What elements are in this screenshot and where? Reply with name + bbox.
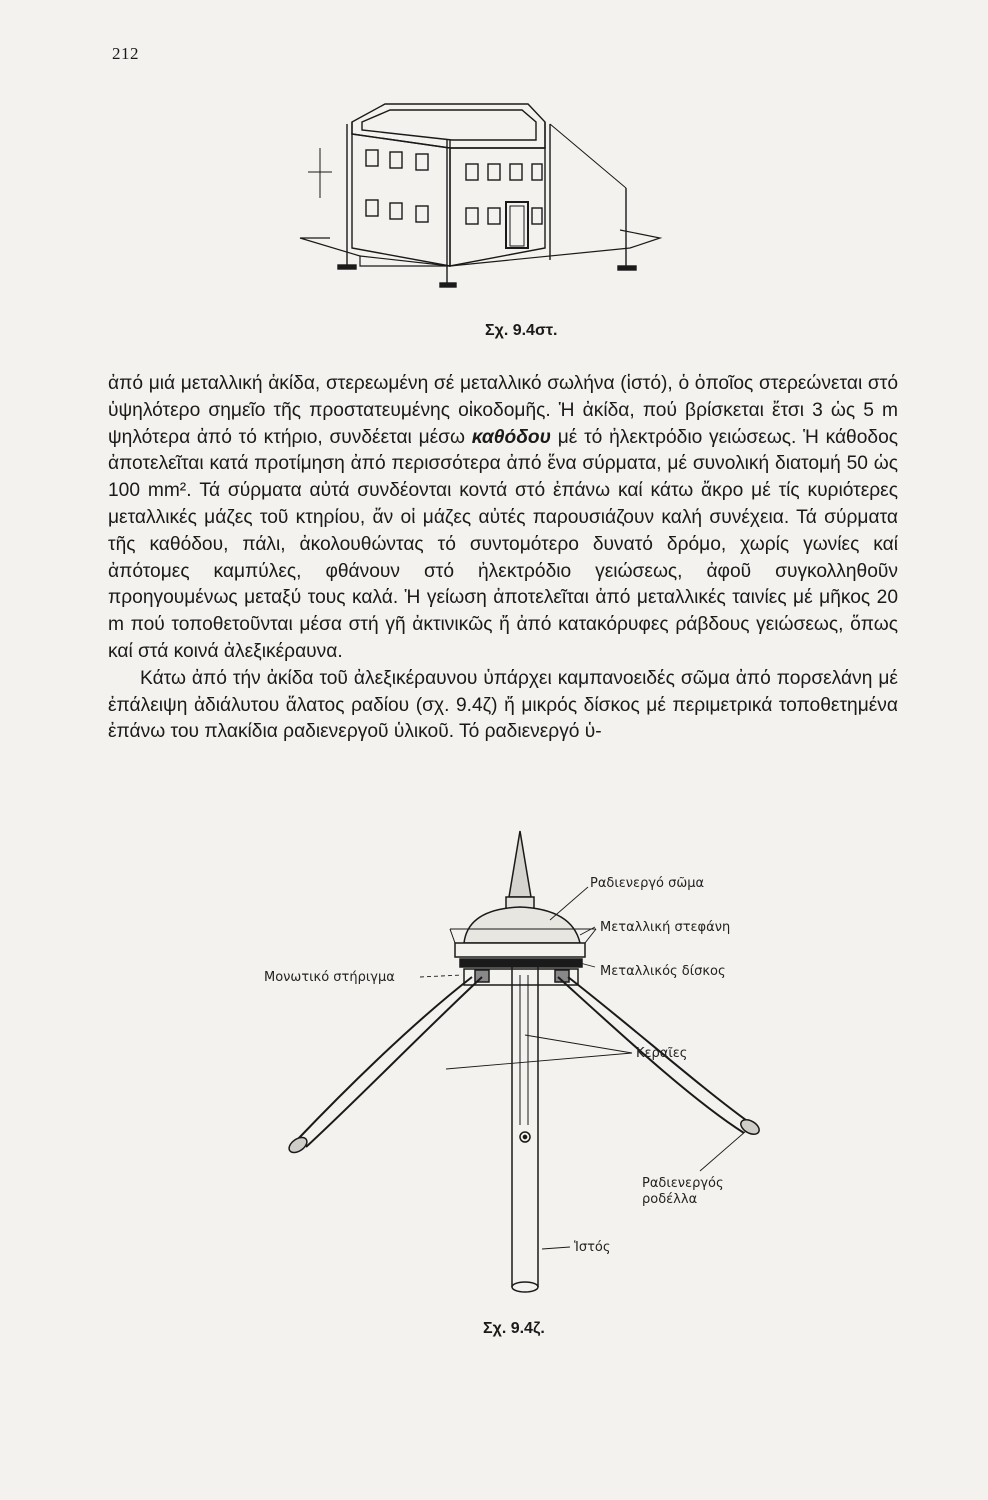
term-cathode: καθόδου: [471, 426, 551, 448]
label-metal-crown: Μεταλλική στεφάνη: [600, 920, 731, 935]
page-number: 212: [112, 44, 139, 63]
paragraph-1: [108, 371, 898, 666]
figure-caption-bottom: Σχ. 9.4ζ.: [483, 1320, 545, 1337]
paragraph-1-end: μέ τό ἠλεκτρόδιο γειώσεως. Ἡ κάθοδος ἀποτελεῖται κατά προτίμηση ἀπό περισσότερα ἀπό ἕνα σύρματα, μέ συνολική διατομή 50 ὡς 100 mm². Τά σύρματα αὐτά συνδέονται κοντά στό ἐπάνω καί κάτω ἄκρο μέ τίς κυριότερες μεταλλικές μάζες τοῦ κτηρίου, ἄν οἱ μάζες αὐτές παρουσιάζουν καλή συνέχεια. Τά σύρματα τῆς καθόδου, πάλι, ἀκολουθώντας τό συντομότερο δυνατό δρόμο, χωρίς γωνίες καί ἀπότομες καμπύλες, φθάνουν στό ἠλεκτρόδιο γειώσεως, ἀφοῦ συγκολληθοῦν προηγουμένως μεταξύ τους καλά. Ἡ γείωση ἀποτελεῖται ἀπό μεταλλικές ταινίες μέ μῆκος 20 m πού τοποθετοῦνται μέσα στή γῆ ἀκτινικῶς ἤ ἀπό κατακόρυφες ράβδους γειώσεως, ὅπως καί στά κοινά ἀλεξικέραυνα.: [108, 426, 898, 662]
radioactive-rod-figure: [250, 825, 810, 1305]
label-radioactive-bead-2: ροδέλλα: [642, 1192, 698, 1207]
label-insulating-support: Μονωτικό στήριγμα: [264, 970, 395, 985]
label-horns: Κεραῖες: [636, 1046, 688, 1061]
label-mast: Ἱστός: [574, 1240, 611, 1255]
paragraph-2: Κάτω ἀπό τήν ἀκίδα τοῦ ἀλεξικέραυνου ὑπάρχει καμπανοειδές σῶμα ἀπό πορσελάνη μέ ἐπάλειψη ἀδιάλυτου ἅλατος ραδίου (σχ. 9.4ζ) ἤ μικρός δίσκος μέ περιμετρικά τοποθετημένα ἐπάνω του πλακίδια ραδιενεργοῦ ὑλικοῦ. Τό ραδιενεργό ὑ-: [108, 667, 898, 743]
body-text: [108, 371, 898, 746]
building-lightning-figure: [290, 88, 680, 310]
label-radioactive-body: Ραδιενεργό σῶμα: [590, 876, 705, 891]
figure-caption-top: Σχ. 9.4στ.: [485, 322, 558, 339]
label-radioactive-bead-1: Ραδιενεργός: [642, 1176, 724, 1191]
label-metal-disk: Μεταλλικός δίσκος: [600, 964, 726, 979]
paragraph-1-start: ἀπό μιά μεταλλική ἀκίδα, στερεωμένη σέ μεταλλικό σωλήνα (ἱστό), ὁ ὁποῖος στερεώνεται στό ὑψηλότερο σημεῖο τῆς προστατευμένης οἰκοδομῆς. Ἡ ἀκίδα, πού βρίσκεται ἔτσι 3 ὡς 5 m ψηλότερα ἀπό τό κτήριο, συνδέεται μέσω: [108, 373, 898, 448]
